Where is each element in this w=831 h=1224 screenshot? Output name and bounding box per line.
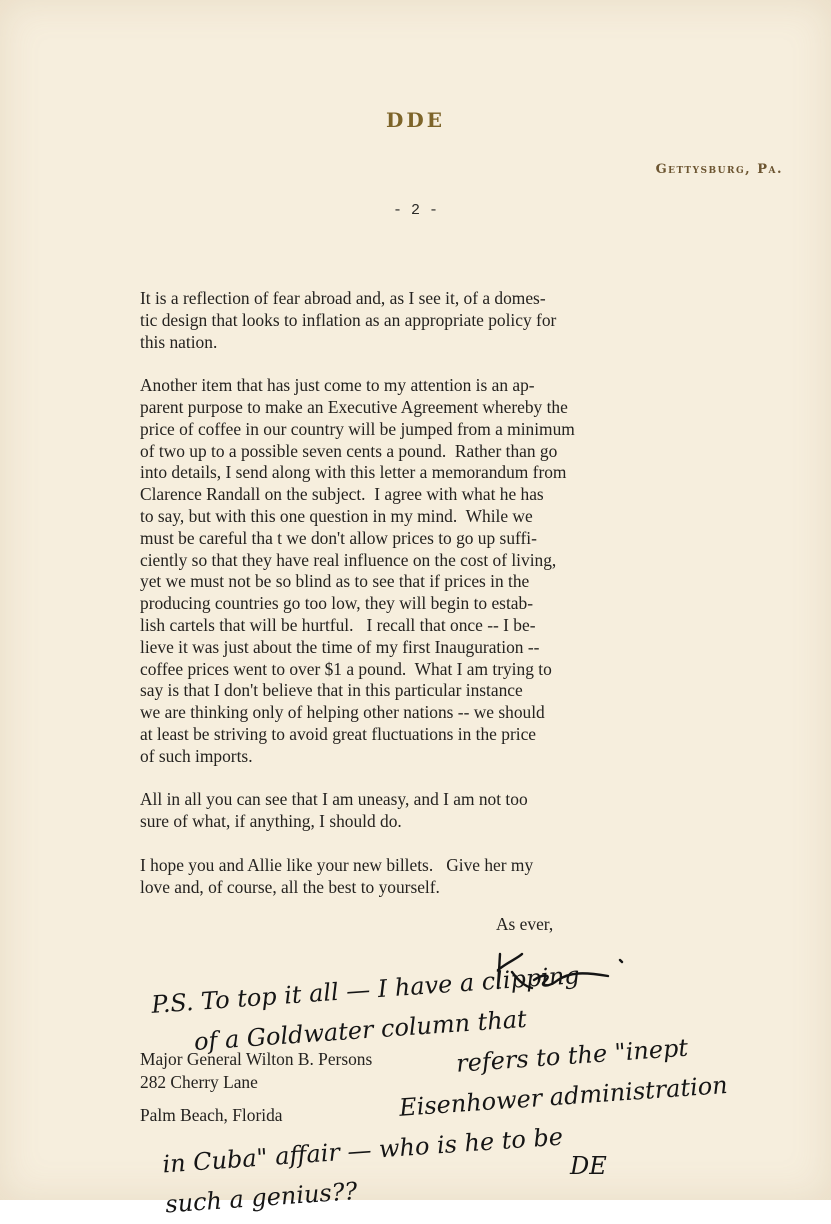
body-line: parent purpose to make an Executive Agreement whereby the [140,396,568,417]
paragraph-1 [140,288,760,353]
postscript-line: P.S. To top it all — I have a clipping [150,961,581,1019]
body-line: tic design that looks to inflation as an appropriate policy for [140,309,557,330]
handwritten-postscript [150,940,805,1224]
letter-body [140,288,760,920]
postscript-line: Eisenhower administration [398,1070,729,1122]
paragraph-3 [140,789,760,833]
body-line: love and, of course, all the best to yourself. [140,876,440,897]
letterhead-monogram: DDE [386,108,445,132]
body-line: to say, but with this one question in my mind. While we [140,505,533,526]
body-line: price of coffee in our country will be jumped from a minimum [140,418,575,439]
body-line: I hope you and Allie like your new billets. Give her my [140,854,534,875]
body-line: yet we must not be so blind as to see that if prices in the [140,571,530,592]
postscript-initials: DE [570,1152,607,1180]
body-line: Another item that has just come to my attention is an ap- [140,375,535,396]
body-line: Clarence Randall on the subject. I agree with what he has [140,484,544,505]
body-line: of two up to a possible seven cents a pound. Rather than go [140,440,558,461]
body-line: ciently so that they have real influence on the cost of living, [140,549,557,570]
addressee-city: Palm Beach, Florida [140,1105,283,1125]
postscript-line: such a genius?? [164,1177,359,1219]
body-line: we are thinking only of helping other nations -- we should [140,702,545,723]
closing: As ever, [496,914,554,934]
addressee-street: 282 Cherry Lane [140,1072,258,1092]
body-line: coffee prices went to over $1 a pound. What I am trying to [140,658,552,679]
body-line: lieve it was just about the time of my first Inauguration -- [140,636,540,657]
body-line: this nation. [140,331,218,352]
addressee-name: Major General Wilton B. Persons [140,1049,373,1069]
postscript-line: in Cuba" affair — who is he to be [161,1122,564,1179]
body-line: lish cartels that will be hurtful. I recall that once -- I be- [140,614,536,635]
body-line: at least be striving to avoid great fluctuations in the price [140,723,537,744]
body-line: of such imports. [140,745,253,766]
paragraph-2 [140,375,760,767]
postscript-line: of a Goldwater column that [193,1004,528,1057]
body-line: sure of what, if anything, I should do. [140,811,402,832]
body-line: must be careful tha t we don't allow prices to go up suffi- [140,527,537,548]
body-line: It is a reflection of fear abroad and, as I see it, of a domes- [140,288,546,308]
body-line: say is that I don't believe that in this particular instance [140,680,523,701]
body-line: producing countries go too low, they will begin to estab- [140,593,533,614]
postscript-line: refers to the "inept [455,1033,689,1078]
letterhead-location: Gettysburg, Pa. [655,162,783,177]
body-line: into details, I send along with this letter a memorandum from [140,462,567,483]
paragraph-4 [140,855,760,899]
page-number: - 2 - [392,202,438,219]
body-line: All in all you can see that I am uneasy, and I am not too [140,789,528,810]
